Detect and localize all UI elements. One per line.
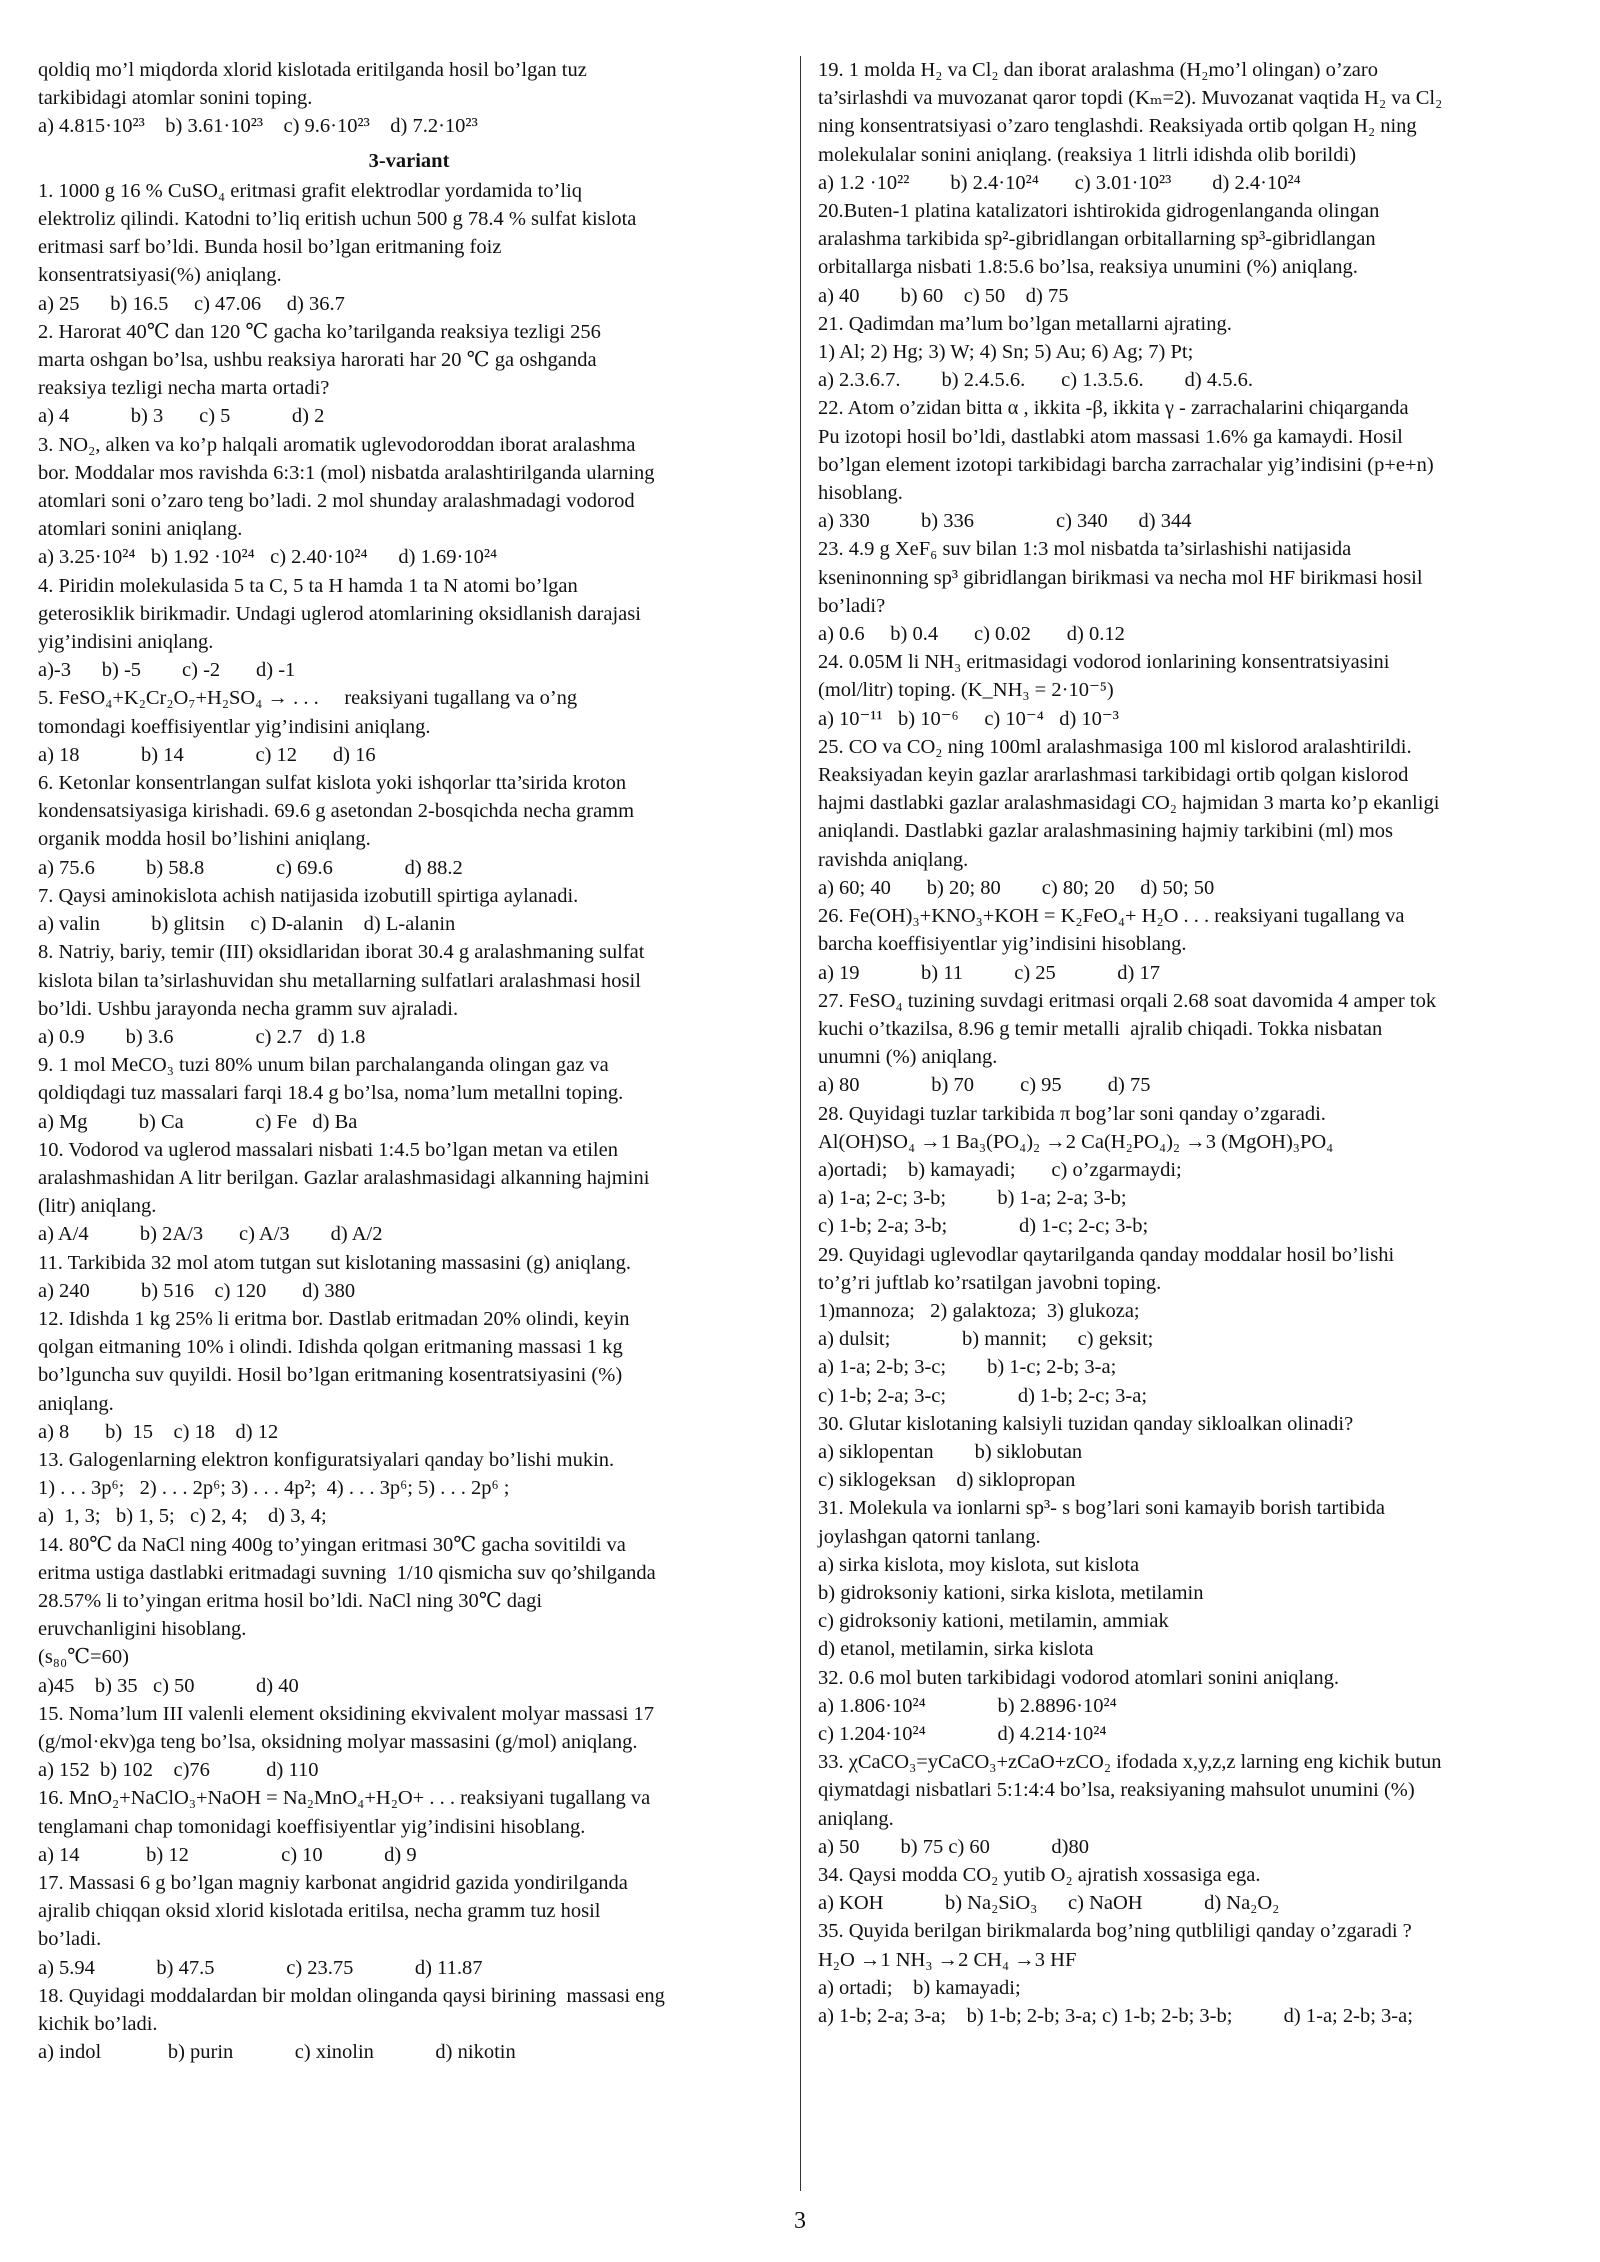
- text-line: hajmi dastlabki gazlar aralashmasidagi CO₂ hajmidan 3 marta ko’p ekanligi: [818, 792, 1440, 815]
- text-line: 16. MnO₂+NaClO₃+NaOH = Na₂MnO₄+H₂O+ . . . reaksiyani tugallang va: [38, 1787, 651, 1810]
- text-line: a) 18 b) 14 c) 12 d) 16: [38, 743, 376, 766]
- text-line: aniqlang.: [38, 1392, 114, 1415]
- text-line: (s₈₀℃=60): [38, 1646, 129, 1669]
- text-line: a) 1.806·10²⁴ b) 2.8896·10²⁴: [818, 1694, 1117, 1717]
- text-line: 22. Atom o’zidan bitta α , ikkita -β, ikkita γ - zarrachalarini chiqarganda: [818, 397, 1409, 420]
- text-line: a) 1-b; 2-a; 3-a; b) 1-b; 2-b; 3-a; c) 1-b; 2-b; 3-b; d) 1-a; 2-b; 3-a;: [818, 2005, 1413, 2028]
- text-line: a) 60; 40 b) 20; 80 c) 80; 20 d) 50; 50: [818, 876, 1215, 899]
- page-number: 3: [794, 2208, 806, 2234]
- text-line: qolgan eitmaning 10% i olindi. Idishda qolgan eritmaning massasi 1 kg: [38, 1336, 623, 1359]
- text-line: eritma ustiga dastlabki eritmadagi suvning 1/10 qismicha suv qo’shilganda: [38, 1561, 656, 1584]
- text-line: tarkibidagi atomlar sonini toping.: [38, 87, 313, 110]
- text-line: a)ortadi; b) kamayadi; c) o’zgarmaydi;: [818, 1158, 1182, 1181]
- text-line: 28.57% li to’yingan eritma hosil bo’ldi. NaCl ning 30℃ dagi: [38, 1589, 543, 1612]
- text-line: kondensatsiyasiga kirishadi. 69.6 g asetondan 2-bosqichda necha gramm: [38, 800, 635, 823]
- text-line: a) A/4 b) 2A/3 c) A/3 d) A/2: [38, 1223, 383, 1246]
- text-line: c) 1-b; 2-a; 3-b; d) 1-c; 2-c; 3-b;: [818, 1215, 1149, 1238]
- text-line: bor. Moddalar mos ravishda 6:3:1 (mol) nisbatda aralashtirilganda ularning: [38, 461, 655, 484]
- text-line: bo’ldi. Ushbu jarayonda necha gramm suv ajraladi.: [38, 997, 459, 1020]
- right-column: [818, 56, 1566, 2030]
- text-line: kislota bilan ta’sirlashuvidan shu metallarning sulfatlari aralashmasi hosil: [38, 969, 641, 992]
- text-line: bo’ladi.: [38, 1928, 102, 1951]
- text-line: b) gidroksoniy kationi, sirka kislota, metilamin: [818, 1581, 1204, 1604]
- text-line: aniqlandi. Dastlabki gazlar aralashmasining hajmiy tarkibini (ml) mos: [818, 820, 1393, 843]
- text-line: 25. CO va CO₂ ning 100ml aralashmasiga 100 ml kislorod aralashtirildi.: [818, 735, 1412, 758]
- text-line: ravishda aniqlang.: [818, 848, 969, 871]
- text-line: 5. FeSO₄+K₂Cr₂O₇+H₂SO₄ → . . . reaksiyani tugallang va o’ng: [38, 687, 578, 710]
- text-line: a) ortadi; b) kamayadi;: [818, 1976, 1021, 1999]
- text-line: 14. 80℃ da NaCl ning 400g to’yingan eritmasi 30℃ gacha sovitildi va: [38, 1533, 626, 1556]
- text-line: bo’ladi?: [818, 594, 886, 617]
- text-line: organik modda hosil bo’lishini aniqlang.: [38, 828, 371, 851]
- text-line: geterosiklik birikmadir. Undagi uglerod atomlarining oksidlanish darajasi: [38, 602, 641, 625]
- text-line: a) siklopentan b) siklobutan: [818, 1440, 1083, 1463]
- text-line: 11. Tarkibida 32 mol atom tutgan sut kislotaning massasini (g) aniqlang.: [38, 1251, 631, 1274]
- text-line: 23. 4.9 g XeF₆ suv bilan 1:3 mol nisbatda ta’sirlashishi natijasida: [818, 538, 1352, 561]
- text-line: 30. Glutar kislotaning kalsiyli tuzidan qanday sikloalkan olinadi?: [818, 1412, 1354, 1435]
- text-line: yig’indisini aniqlang.: [38, 631, 214, 654]
- text-line: a) 19 b) 11 c) 25 d) 17: [818, 961, 1160, 984]
- text-line: barcha koeffisiyentlar yig’indisini hisoblang.: [818, 933, 1187, 956]
- text-line: c) 1.204·10²⁴ d) 4.214·10²⁴: [818, 1722, 1107, 1745]
- text-line: d) etanol, metilamin, sirka kislota: [818, 1638, 1094, 1661]
- text-line: 1. 1000 g 16 % CuSO₄ eritmasi grafit elektrodlar yordamida to’liq: [38, 179, 583, 202]
- text-line: c) siklogeksan d) siklopropan: [818, 1469, 1076, 1492]
- text-line: a)45 b) 35 c) 50 d) 40: [38, 1674, 299, 1697]
- text-line: a) valin b) glitsin c) D-alanin d) L-alanin: [38, 913, 456, 936]
- text-line: a) 10⁻¹¹ b) 10⁻⁶ c) 10⁻⁴ d) 10⁻³: [818, 707, 1119, 730]
- text-line: a) 2.3.6.7. b) 2.4.5.6. c) 1.3.5.6. d) 4.5.6.: [818, 369, 1254, 392]
- text-line: atomlari soni o’zaro teng bo’ladi. 2 mol shunday aralashmadagi vodorod: [38, 490, 635, 513]
- text-line: 1) . . . 3p⁶; 2) . . . 2p⁶; 3) . . . 4p²; 4) . . . 3p⁶; 5) . . . 2p⁶ ;: [38, 1477, 510, 1500]
- text-line: 1) Al; 2) Hg; 3) W; 4) Sn; 5) Au; 6) Ag; 7) Pt;: [818, 341, 1194, 364]
- text-line: 32. 0.6 mol buten tarkibidagi vodorod atomlari sonini aniqlang.: [818, 1666, 1339, 1689]
- text-line: elektroliz qilindi. Katodni to’liq eritish uchun 500 g 78.4 % sulfat kislota: [38, 208, 637, 231]
- text-line: 35. Quyida berilgan birikmalarda bog’ning qutbliligi qanday o’zgaradi ?: [818, 1920, 1412, 1943]
- text-line: eritmasi sarf bo’ldi. Bunda hosil bo’lgan eritmaning foiz: [38, 236, 502, 259]
- text-line: 13. Galogenlarning elektron konfiguratsiyalari qanday bo’lishi mukin.: [38, 1448, 615, 1471]
- text-line: 1)mannoza; 2) galaktoza; 3) glukoza;: [818, 1299, 1140, 1322]
- text-line: eruvchanligini hisoblang.: [38, 1618, 247, 1641]
- text-line: 6. Ketonlar konsentrlangan sulfat kislota yoki ishqorlar tta’sirida kroton: [38, 772, 627, 795]
- text-line: reaksiya tezligi necha marta ortadi?: [38, 377, 330, 400]
- text-line: 20.Buten-1 platina katalizatori ishtirokida gidrogenlanganda olingan: [818, 200, 1380, 223]
- text-line: a) 5.94 b) 47.5 c) 23.75 d) 11.87: [38, 1956, 483, 1979]
- text-line: a) 1-a; 2-c; 3-b; b) 1-a; 2-a; 3-b;: [818, 1187, 1127, 1210]
- text-line: a) 152 b) 102 c)76 d) 110: [38, 1759, 319, 1782]
- text-line: aniqlang.: [818, 1807, 894, 1830]
- text-line: 18. Quyidagi moddalardan bir moldan olinganda qaysi birining massasi eng: [38, 1984, 665, 2007]
- text-line: aralashmashidan A litr berilgan. Gazlar aralashmasidagi alkanning hajmini: [38, 1166, 650, 1189]
- text-line: 4. Piridin molekulasida 5 ta C, 5 ta H hamda 1 ta N atomi bo’lgan: [38, 574, 578, 597]
- text-line: c) gidroksoniy kationi, metilamin, ammiak: [818, 1610, 1169, 1633]
- text-line: a) 50 b) 75 c) 60 d)80: [818, 1835, 1090, 1858]
- text-line: (litr) aniqlang.: [38, 1195, 157, 1218]
- text-line: ta’sirlashdi va muvozanat qaror topdi (Kₘ=2). Muvozanat vaqtida H₂ va Cl₂: [818, 87, 1443, 110]
- text-line: 17. Massasi 6 g bo’lgan magniy karbonat angidrid gazida yondirilganda: [38, 1872, 628, 1894]
- text-line: molekulalar sonini aniqlang. (reaksiya 1 litrli idishda olib borildi): [818, 143, 1357, 166]
- text-line: 19. 1 molda H₂ va Cl₂ dan iborat aralashma (H₂mo’l olingan) o’zaro: [818, 59, 1378, 81]
- text-line: 24. 0.05M li NH₃ eritmasidagi vodorod ionlarining konsentratsiyasini: [818, 651, 1390, 674]
- text-line: joylashgan qatorni tanlang.: [818, 1525, 1041, 1548]
- text-line: a) 1-a; 2-b; 3-c; b) 1-c; 2-b; 3-a;: [818, 1356, 1117, 1379]
- text-line: hisoblang.: [818, 482, 903, 505]
- text-line: a) sirka kislota, moy kislota, sut kislota: [818, 1553, 1140, 1576]
- text-line: 33. χCaCO₃=yCaCO₃+zCaO+zCO₂ ifodada x,y,z,z larning eng kichik butun: [818, 1751, 1442, 1774]
- text-line: bo’lgan element izotopi tarkibidagi barcha zarrachalar yig’indisini (p+e+n): [818, 453, 1434, 476]
- text-line: 12. Idishda 1 kg 25% li eritma bor. Dastlab eritmadan 20% olindi, keyin: [38, 1307, 630, 1330]
- text-line: 34. Qaysi modda CO₂ yutib O₂ ajratish xossasiga ega.: [818, 1864, 1261, 1886]
- text-line: qiymatdagi nisbatlari 5:1:4:4 bo’lsa, reaksiyaning mahsulot unumini (%): [818, 1779, 1415, 1802]
- text-line: a)-3 b) -5 c) -2 d) -1: [38, 659, 296, 682]
- text-line: a) 240 b) 516 c) 120 d) 380: [38, 1279, 356, 1302]
- text-line: 31. Molekula va ionlarni sp³- s bog’lari soni kamayib borish tartibida: [818, 1497, 1385, 1520]
- text-line: tomondagi koeffisiyentlar yig’indisini aniqlang.: [38, 715, 431, 738]
- text-line: ning konsentratsiyasi o’zaro tenglashdi. Reaksiyada ortib qolgan H₂ ning: [818, 115, 1417, 138]
- text-line: aralashma tarkibida sp²-gibridlangan orbitallarning sp³-gibridlangan: [818, 228, 1376, 251]
- text-line: kichik bo’ladi.: [38, 2013, 158, 2036]
- text-line: 27. FeSO₄ tuzining suvdagi eritmasi orqali 2.68 soat davomida 4 amper tok: [818, 989, 1437, 1012]
- text-line: 21. Qadimdan ma’lum bo’lgan metallarni ajrating.: [818, 312, 1232, 335]
- column-divider: [800, 56, 801, 2191]
- text-line: atomlari sonini aniqlang.: [38, 518, 243, 541]
- text-line: Pu izotopi hosil bo’ldi, dastlabki atom massasi 1.6% ga kamaydi. Hosil: [818, 425, 1403, 448]
- text-line: a) 0.9 b) 3.6 c) 2.7 d) 1.8: [38, 1025, 366, 1048]
- text-line: a) 80 b) 70 c) 95 d) 75: [818, 1074, 1151, 1097]
- text-line: Reaksiyadan keyin gazlar ararlashmasi tarkibidagi ortib qolgan kislorod: [818, 764, 1409, 787]
- text-line: a) 25 b) 16.5 c) 47.06 d) 36.7: [38, 292, 345, 315]
- text-line: c) 1-b; 2-a; 3-c; d) 1-b; 2-c; 3-a;: [818, 1384, 1148, 1407]
- text-line: tenglamani chap tomonidagi koeffisiyentlar yig’indisini hisoblang.: [38, 1815, 586, 1838]
- text-line: a) 0.6 b) 0.4 c) 0.02 d) 0.12: [818, 623, 1125, 646]
- text-line: a) 75.6 b) 58.8 c) 69.6 d) 88.2: [38, 856, 463, 879]
- text-line: ajralib chiqqan oksid xlorid kislotada eritilsa, necha gramm tuz hosil: [38, 1900, 601, 1923]
- text-line: a) 1.2 ·10²² b) 2.4·10²⁴ c) 3.01·10²³ d) 2.4·10²⁴: [818, 171, 1301, 194]
- text-line: a) 330 b) 336 c) 340 d) 344: [818, 510, 1192, 533]
- text-line: to’g’ri juftlab ko’rsatilgan javobni toping.: [818, 1271, 1162, 1294]
- text-line: a) Mg b) Ca c) Fe d) Ba: [38, 1110, 358, 1133]
- text-line: qoldiqdagi tuz massalari farqi 18.4 g bo’lsa, noma’lum metallni toping.: [38, 1082, 624, 1105]
- variant-title: 3-variant: [368, 149, 450, 172]
- text-line: 29. Quyidagi uglevodlar qaytarilganda qanday moddalar hosil bo’lishi: [818, 1243, 1395, 1266]
- text-line: a) 14 b) 12 c) 10 d) 9: [38, 1843, 417, 1866]
- text-line: 9. 1 mol MeCO₃ tuzi 80% unum bilan parchalanganda olingan gaz va: [38, 1054, 609, 1077]
- text-line: a) 4.815·10²³ b) 3.61·10²³ c) 9.6·10²³ d) 7.2·10²³: [38, 115, 478, 138]
- text-line: a) KOH b) Na₂SiO₃ c) NaOH d) Na₂O₂: [818, 1892, 1280, 1915]
- text-line: 2. Harorat 40℃ dan 120 ℃ gacha ko’tarilganda reaksiya tezligi 256: [38, 320, 601, 343]
- text-line: H₂O →1 NH₃ →2 CH₄ →3 HF: [818, 1948, 1077, 1971]
- left-column: [38, 56, 780, 2066]
- text-line: unumni (%) aniqlang.: [818, 1046, 998, 1069]
- text-line: marta oshgan bo’lsa, ushbu reaksiya harorati har 20 ℃ ga oshganda: [38, 349, 597, 372]
- text-line: 15. Noma’lum III valenli element oksidining ekvivalent molyar massasi 17: [38, 1702, 655, 1725]
- text-line: (mol/litr) toping. (K_NH₃ = 2·10⁻⁵): [818, 679, 1114, 702]
- text-line: qoldiq mo’l miqdorda xlorid kislotada eritilganda hosil bo’lgan tuz: [38, 59, 587, 81]
- text-line: a) dulsit; b) mannit; c) geksit;: [818, 1328, 1154, 1351]
- text-line: 28. Quyidagi tuzlar tarkibida π bog’lar soni qanday o’zgaradi.: [818, 1102, 1326, 1125]
- text-line: Al(OH)SO₄ →1 Ba₃(PO₄)₂ →2 Ca(H₂PO₄)₂ →3 (MgOH)₃PO₄: [818, 1130, 1334, 1153]
- text-line: 3. NO₂, alken va ko’p halqali aromatik uglevodoroddan iborat aralashma: [38, 433, 636, 456]
- text-line: kuchi o’tkazilsa, 8.96 g temir metalli ajralib chiqadi. Tokka nisbatan: [818, 1017, 1383, 1040]
- text-line: 26. Fe(OH)₃+KNO₃+KOH = K₂FeO₄+ H₂O . . . reaksiyani tugallang va: [818, 905, 1405, 928]
- text-line: a) 3.25·10²⁴ b) 1.92 ·10²⁴ c) 2.40·10²⁴ d) 1.69·10²⁴: [38, 546, 498, 569]
- text-line: kseninonning sp³ gibridlangan birikmasi va necha mol HF birikmasi hosil: [818, 566, 1423, 589]
- text-line: konsentratsiyasi(%) aniqlang.: [38, 264, 282, 287]
- text-line: a) 4 b) 3 c) 5 d) 2: [38, 405, 325, 428]
- text-line: 10. Vodorod va uglerod massalari nisbati 1:4.5 bo’lgan metan va etilen: [38, 1138, 618, 1161]
- text-line: 7. Qaysi aminokislota achish natijasida izobutill spirtiga aylanadi.: [38, 884, 579, 907]
- text-line: a) 40 b) 60 c) 50 d) 75: [818, 284, 1069, 307]
- text-line: 8. Natriy, bariy, temir (III) oksidlaridan iborat 30.4 g aralashmaning sulfat: [38, 941, 645, 964]
- text-line: bo’lguncha suv quyildi. Hosil bo’lgan eritmaning kosentratsiyasini (%): [38, 1364, 623, 1387]
- text-line: a) 8 b) 15 c) 18 d) 12: [38, 1420, 279, 1443]
- text-line: a) indol b) purin c) xinolin d) nikotin: [38, 2041, 516, 2064]
- text-line: (g/mol·ekv)ga teng bo’lsa, oksidning molyar massasini (g/mol) aniqlang.: [38, 1730, 638, 1753]
- text-line: orbitallarga nisbati 1.8:5.6 bo’lsa, reaksiya unumini (%) aniqlang.: [818, 256, 1358, 279]
- text-line: a) 1, 3; b) 1, 5; c) 2, 4; d) 3, 4;: [38, 1505, 327, 1528]
